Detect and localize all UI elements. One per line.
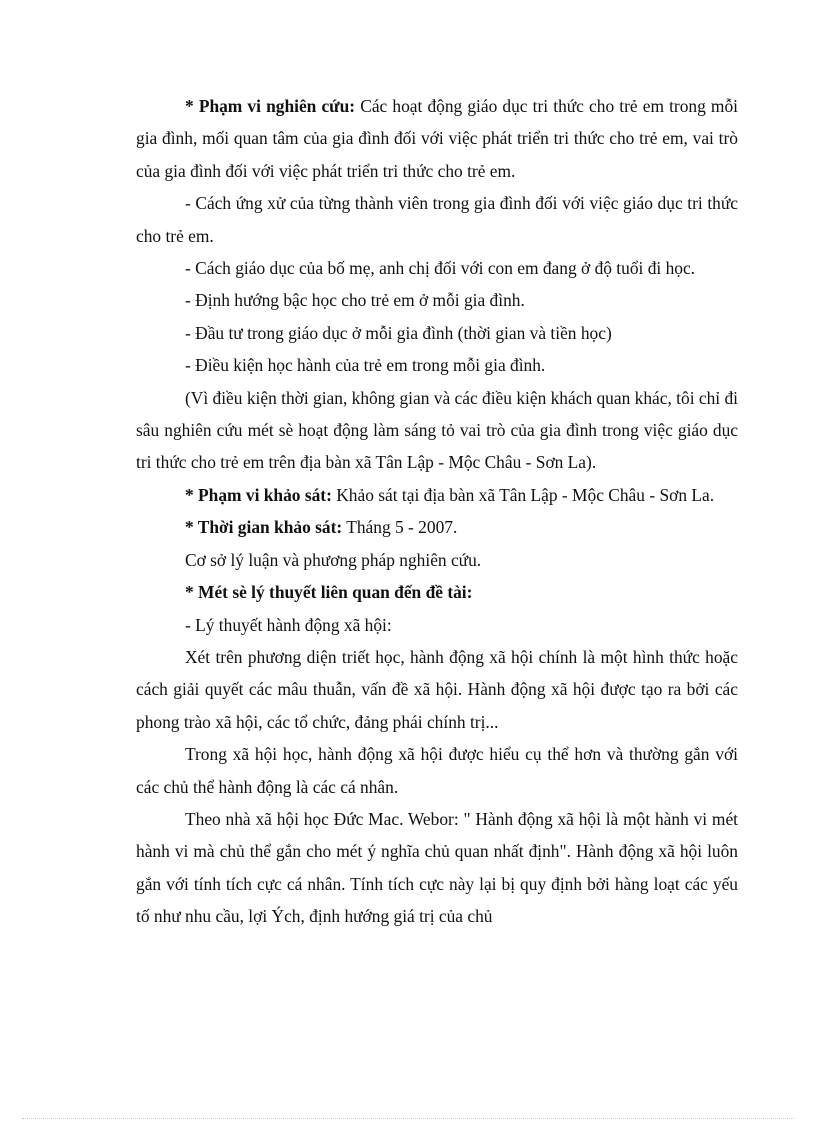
paragraph-investment: - Đầu tư trong giáo dục ở mỗi gia đình (thời gian và tiền học) (185, 322, 612, 343)
page-bottom-divider (22, 1118, 794, 1119)
paragraph-action-theory: - Lý thuyết hành động xã hội: (185, 614, 392, 635)
paragraph-related-theories (136, 576, 738, 608)
paragraph-sociology: Trong xã hội học, hành động xã hội được hiểu cụ thể hơn và thường gắn với các chủ thể hành động là các cá nhân. (136, 744, 738, 797)
paragraph-survey-scope (136, 479, 738, 511)
label-related-theories: * Mét sè lý thuyết liên quan đến đề tài: (185, 582, 473, 603)
paragraph-philosophy: Xét trên phương diện triết học, hành động xã hội chính là một hình thức hoặc cách giải quyết các mâu thuẫn, vấn đề xã hội. Hành động xã hội được tạo ra bởi các phong trào xã hội, các tổ chức, đảng phái chính trị... (136, 646, 738, 732)
paragraph-parenting: - Cách giáo dục của bố mẹ, anh chị đối với con em đang ở độ tuổi đi học. (185, 258, 696, 279)
paragraph-research-scope (136, 90, 738, 187)
paragraph-education-level: - Định hướng bậc học cho trẻ em ở mỗi gia đình. (185, 290, 525, 311)
label-survey-scope: * Phạm vi khảo sát: (185, 484, 332, 505)
paragraph-weber: Theo nhà xã hội học Đức Mac. Webor: " Hành động xã hội là một hành vi mét hành vi mà chủ thể gắn cho mét ý nghĩa chủ quan nhất định". Hành động xã hội luôn gắn với tính tích cực cá nhân. Tính tích cực này lại bị quy định bởi hàng loạt các yếu tố như nhu cầu, lợi Ých, định hướng giá trị của chủ (136, 808, 738, 927)
paragraph-behavior: - Cách ứng xử của từng thành viên trong gia đình đối với việc giáo dục tri thức cho trẻ em. (136, 193, 738, 246)
document-body (136, 90, 738, 933)
paragraph-conditions: - Điều kiện học hành của trẻ em trong mỗi gia đình. (185, 355, 546, 376)
text-survey-time: Tháng 5 - 2007. (342, 517, 458, 538)
label-survey-time: * Thời gian khảo sát: (185, 517, 343, 538)
paragraph-note: (Vì điều kiện thời gian, không gian và các điều kiện khách quan khác, tôi chỉ đi sâu nghiên cứu mét sè hoạt động làm sáng tỏ vai trò của gia đình trong việc giáo dục tri thức cho trẻ em trên địa bàn xã Tân Lập - Mộc Châu - Sơn La). (136, 387, 738, 473)
paragraph-survey-time (136, 511, 738, 543)
text-survey-scope: Khảo sát tại địa bàn xã Tân Lập - Mộc Châu - Sơn La. (331, 484, 715, 505)
text-research-scope: Các hoạt động giáo dục tri thức cho trẻ em trong mỗi gia đình, mối quan tâm của gia đình đối với việc phát triển tri thức cho trẻ em, vai trò của gia đình đối với việc phát triển tri thức cho trẻ em. (136, 96, 738, 181)
paragraph-theory-basis: Cơ sở lý luận và phương pháp nghiên cứu. (185, 549, 482, 570)
label-research-scope: * Phạm vi nghiên cứu: (185, 96, 356, 116)
